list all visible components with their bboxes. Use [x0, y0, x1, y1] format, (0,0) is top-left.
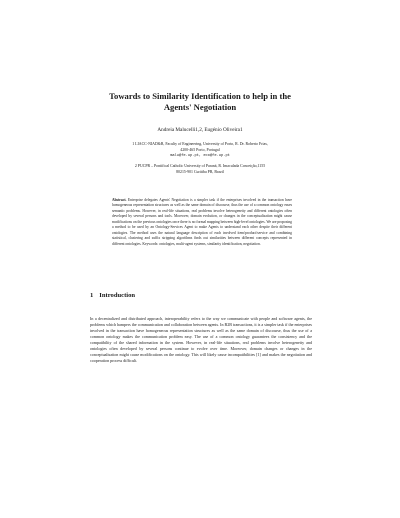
affiliation-2-line-1: 2 PUCPR – Pontifical Catholic University of Paraná, R. Imaculada Conceição,1155 [134, 164, 266, 168]
title-line-2: Agents' Negotiation [163, 102, 237, 112]
title-line-1: Towards to Similarity Identification to help in the [109, 91, 291, 101]
author-list: Andreia Malucelli1,2, Eugénio Oliveira1 [157, 127, 243, 133]
affiliation-2 [100, 164, 300, 176]
section-heading [90, 292, 135, 300]
author-emails: malu@fe.up.pt, eco@fe.up.pt [170, 153, 230, 158]
affiliation-1 [100, 142, 300, 159]
introduction-paragraph: In a decentralized and distributed approach, interoperability refers to the way we communicate with people and software agents, the problems which hampers the communication and collaboration between agents. In B2B transactions, it is a simpler task if the enterprises involved in the transaction have homogeneous representation structures as well as the same domain of discourse, thus the use of a common ontology makes the communication problem easy. The use of a common ontology guarantees the consistency and the compatibility of the shared information in the system. However, in real-life situations, real problems involve heterogeneity and ontologies often developed by several persons continue to evolve over time. Moreover, domain changes or changes in the conceptualisation might cause modifications on the ontology. This will likely cause incompatibilities [1] and makes the negotiation and cooperation process difficult. [90, 316, 312, 364]
abstract-label: Abstract. [112, 198, 127, 202]
paper-title [60, 91, 340, 113]
affiliation-2-line-2: 80215-901 Curitiba PR, Brazil [176, 169, 224, 174]
abstract [112, 198, 292, 247]
abstract-text: Enterprise delegates Agents' Negotiation is a simpler task if the enterprises involved in the transaction have homogeneous representation structures as well as the same domain of discourse, thus the use of a common ontology eases semantic problems. However, in real-life situations, real problems involve heterogeneity and different ontologies often developed by several persons and tools. Moreover, domain evolution, or changes in the conceptualisation might cause modifications on the previous ontologies once there is no formal mapping between high-level ontologies. We are proposing a method to be used by an Ontology-Services Agent to make Agents to understand each other despite their different ontologies. The method uses the natural language description of each involved item/product/service and combining statistical, clustering and suffix stripping algorithms finds out similarities between different concepts represented in different ontologies. Keywords: ontologies, multi-agent systems, similarity identification, negotiation. [112, 198, 292, 246]
affiliation-1-line-1: 1 LIACC-NIAD&R, Faculty of Engineering, University of Porto, R. Dr. Roberto Frias, [132, 142, 268, 146]
section-title: Introduction [99, 292, 136, 299]
section-number: 1 [90, 292, 94, 299]
affiliation-1-line-2: 4200-465 Porto, Portugal [180, 147, 220, 152]
